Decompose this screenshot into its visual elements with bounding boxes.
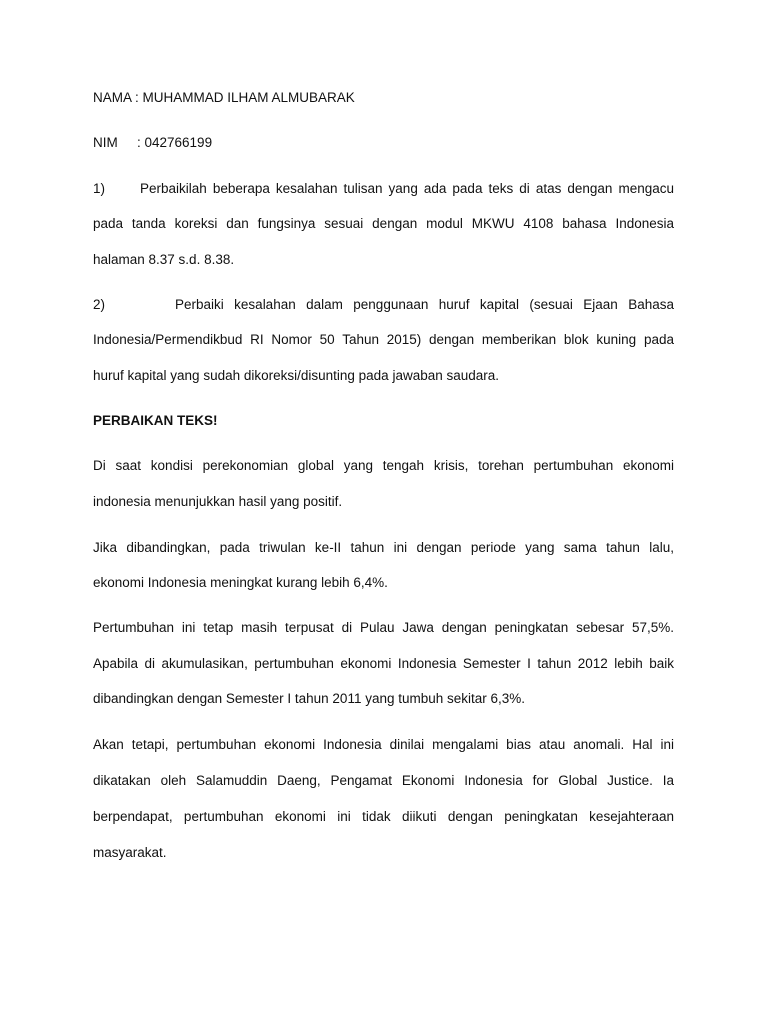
paragraph-2-line-1	[93, 539, 674, 557]
paragraph-4-line-4	[93, 844, 674, 862]
student-name: NAMA : MUHAMMAD ILHAM ALMUBARAK	[93, 90, 355, 105]
paragraph-3-text-1: Pertumbuhan ini tetap masih terpusat di Pulau Jawa dengan peningkatan sebesar 57,5%.	[93, 620, 674, 635]
paragraph-1-text-1: Di saat kondisi perekonomian global yang tengah krisis, torehan pertumbuhan ekonomi	[93, 458, 674, 473]
paragraph-4-line-1	[93, 736, 674, 754]
instruction-2-line-3	[93, 367, 674, 385]
instruction-2-number: 2)	[93, 297, 106, 312]
instruction-2-text-1: Perbaiki kesalahan dalam penggunaan huruf kapital (sesuai Ejaan Bahasa	[175, 297, 674, 312]
paragraph-2-text-2: ekonomi Indonesia meningkat kurang lebih 6,4%.	[93, 575, 388, 590]
paragraph-3-line-1	[93, 619, 674, 637]
instruction-1-text-2: pada tanda koreksi dan fungsinya sesuai dengan modul MKWU 4108 bahasa Indonesia	[93, 216, 674, 231]
paragraph-3-text-2: Apabila di akumulasikan, pertumbuhan ekonomi Indonesia Semester I tahun 2012 lebih baik	[93, 656, 674, 671]
instruction-1-text-1: Perbaikilah beberapa kesalahan tulisan yang ada pada teks di atas dengan mengacu	[140, 181, 674, 196]
nim-label: NIM	[93, 135, 118, 150]
instruction-1-number: 1)	[93, 181, 106, 196]
paragraph-2-line-2	[93, 574, 674, 592]
nim-value: : 042766199	[137, 135, 213, 150]
paragraph-2-text-1: Jika dibandingkan, pada triwulan ke-II tahun ini dengan periode yang sama tahun lalu,	[93, 540, 674, 555]
instruction-2-text-3: huruf kapital yang sudah dikoreksi/disunting pada jawaban saudara.	[93, 368, 500, 383]
paragraph-4-line-2	[93, 772, 674, 790]
student-name-line	[93, 89, 674, 107]
paragraph-3-line-2	[93, 655, 674, 673]
section-title: PERBAIKAN TEKS!	[93, 413, 218, 428]
paragraph-4-text-1: Akan tetapi, pertumbuhan ekonomi Indonesia dinilai mengalami bias atau anomali. Hal ini	[93, 737, 674, 752]
paragraph-3-text-3: dibandingkan dengan Semester I tahun 2011 yang tumbuh sekitar 6,3%.	[93, 691, 526, 706]
paragraph-4-text-4: masyarakat.	[93, 845, 167, 860]
paragraph-4-text-3: berpendapat, pertumbuhan ekonomi ini tidak diikuti dengan peningkatan kesejahteraan	[93, 809, 674, 824]
student-nim-line	[93, 134, 674, 152]
instruction-2-line-2	[93, 331, 674, 349]
paragraph-4-text-2: dikatakan oleh Salamuddin Daeng, Pengamat Ekonomi Indonesia for Global Justice. Ia	[93, 773, 674, 788]
instruction-1-text-3: halaman 8.37 s.d. 8.38.	[93, 252, 235, 267]
paragraph-4-line-3	[93, 808, 674, 826]
paragraph-3-line-3	[93, 690, 674, 708]
paragraph-1-line-1	[93, 457, 674, 475]
paragraph-1-text-2: indonesia menunjukkan hasil yang positif.	[93, 494, 343, 509]
instruction-1-line-2	[93, 215, 674, 233]
instruction-2-line-1	[93, 296, 674, 314]
instruction-1-line-3	[93, 251, 674, 269]
paragraph-1-line-2	[93, 493, 674, 511]
instruction-1-line-1	[93, 180, 674, 198]
instruction-2-text-2: Indonesia/Permendikbud RI Nomor 50 Tahun 2015) dengan memberikan blok kuning pada	[93, 332, 674, 347]
